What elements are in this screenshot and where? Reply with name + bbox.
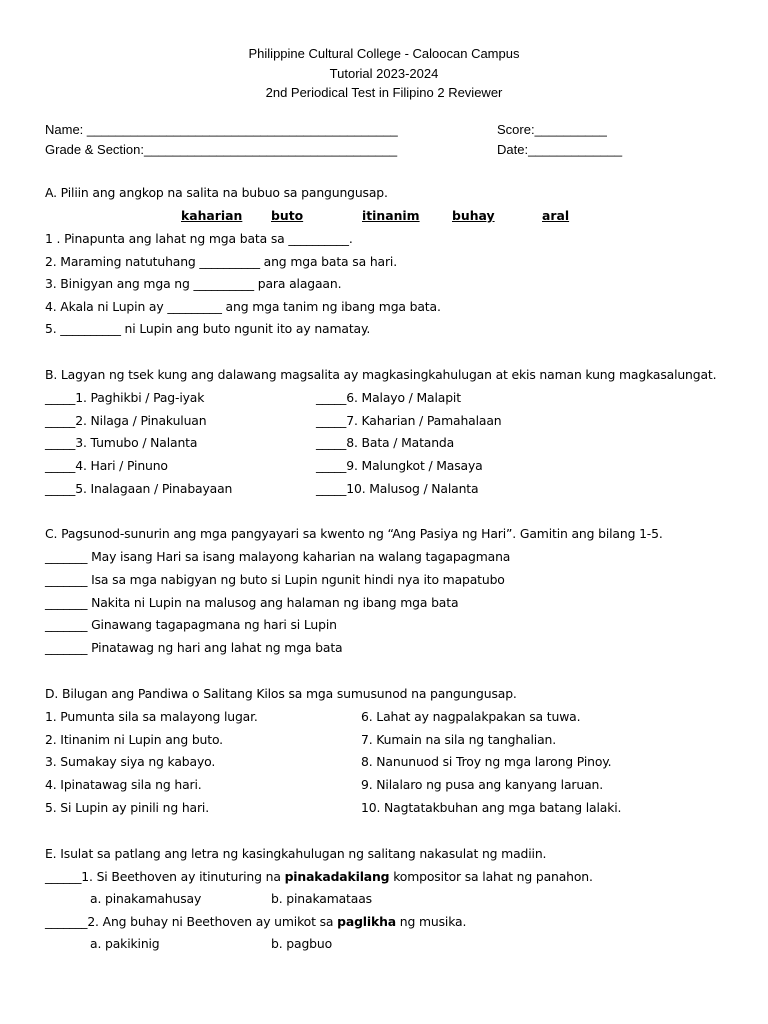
word-bank-item: itinanim [362,208,420,223]
question-text: kompositor sa lahat ng panahon. [389,869,593,884]
grade-section-field: Grade & Section:___________________________________ [45,142,398,157]
section-d-instruction: D. Bilugan ang Pandiwa o Salitang Kilos sa mga sumusunod na pangungusap. [45,686,517,701]
section-d-item: 9. Nilalaro ng pusa ang kanyang laruan. [361,777,603,792]
school-name: Philippine Cultural College - Caloocan Campus [248,46,520,61]
section-a-item: 1 . Pinapunta ang lahat ng mga bata sa __________. [45,231,353,246]
section-c-item: _______ Pinatawag ng hari ang lahat ng mga bata [45,640,343,655]
name-field: Name: ___________________________________________ [45,122,398,137]
choice-a: a. pakikinig [90,936,160,951]
section-a-item: 2. Maraming natutuhang __________ ang mga bata sa hari. [45,254,397,269]
section-b-item: _____7. Kaharian / Pamahalaan [316,413,502,428]
word-bank-item: buto [271,208,304,223]
section-c-item: _______ Isa sa mga nabigyan ng buto si Lupin ngunit hindi nya ito mapatubo [45,572,505,587]
choice-b: b. pinakamataas [271,891,372,906]
section-b-item: _____10. Malusog / Nalanta [316,481,479,496]
choice-b: b. pagbuo [271,936,333,951]
question-text: ng musika. [395,914,467,929]
emphasized-word: pinakadakilang [284,869,390,884]
word-bank-item: kaharian [181,208,243,223]
section-e-question-2 [45,914,466,929]
section-b-item: _____4. Hari / Pinuno [45,458,168,473]
section-d-item: 7. Kumain na sila ng tanghalian. [361,732,557,747]
section-b-item: _____5. Inalagaan / Pinabayaan [45,481,233,496]
section-d-item: 6. Lahat ay nagpalakpakan sa tuwa. [361,709,581,724]
section-b-item: _____1. Paghikbi / Pag-iyak [45,390,205,405]
section-e-instruction: E. Isulat sa patlang ang letra ng kasingkahulugan ng salitang nakasulat ng madiin. [45,846,547,861]
score-field: Score:__________ [497,122,607,137]
choice-a: a. pinakamahusay [90,891,202,906]
section-b-item: _____6. Malayo / Malapit [316,390,461,405]
word-bank-item: buhay [452,208,495,223]
section-c-item: _______ Nakita ni Lupin na malusog ang halaman ng ibang mga bata [45,595,459,610]
school-year: Tutorial 2023-2024 [329,66,439,81]
section-b-item: _____2. Nilaga / Pinakuluan [45,413,207,428]
question-text: ______1. Si Beethoven ay itinuturing na [45,869,285,884]
section-b-item: _____8. Bata / Matanda [316,435,455,450]
section-b-item: _____3. Tumubo / Nalanta [45,435,198,450]
section-d-item: 4. Ipinatawag sila ng hari. [45,777,202,792]
section-d-item: 1. Pumunta sila sa malayong lugar. [45,709,258,724]
question-text: _______2. Ang buhay ni Beethoven ay umikot sa [45,914,338,929]
section-c-instruction: C. Pagsunod-sunurin ang mga pangyayari sa kwento ng “Ang Pasiya ng Hari”. Gamitin ang bilang 1-5. [45,526,663,541]
emphasized-word: paglikha [337,914,396,929]
section-d-item: 8. Nanunuod si Troy ng mga larong Pinoy. [361,754,612,769]
section-c-item: _______ Ginawang tagapagmana ng hari si Lupin [45,617,337,632]
section-d-item: 3. Sumakay siya ng kabayo. [45,754,216,769]
date-field: Date:_____________ [497,142,623,157]
section-a-item: 5. __________ ni Lupin ang buto ngunit ito ay namatay. [45,321,371,336]
section-a-item: 4. Akala ni Lupin ay _________ ang mga tanim ng ibang mga bata. [45,299,441,314]
section-b-instruction: B. Lagyan ng tsek kung ang dalawang magsalita ay magkasingkahulugan at ekis naman kung magkasalungat. [45,367,717,382]
section-d-item: 2. Itinanim ni Lupin ang buto. [45,732,223,747]
section-d-item: 10. Nagtatakbuhan ang mga batang lalaki. [361,800,622,815]
section-a-item: 3. Binigyan ang mga ng __________ para alagaan. [45,276,342,291]
section-c-item: _______ May isang Hari sa isang malayong kaharian na walang tagapagmana [45,549,511,564]
section-d-item: 5. Si Lupin ay pinili ng hari. [45,800,210,815]
test-title: 2nd Periodical Test in Filipino 2 Reviewer [265,85,503,100]
section-a-instruction: A. Piliin ang angkop na salita na bubuo sa pangungusap. [45,185,388,200]
word-bank-item: aral [542,208,570,223]
section-b-item: _____9. Malungkot / Masaya [316,458,483,473]
section-e-question-1 [45,869,593,884]
